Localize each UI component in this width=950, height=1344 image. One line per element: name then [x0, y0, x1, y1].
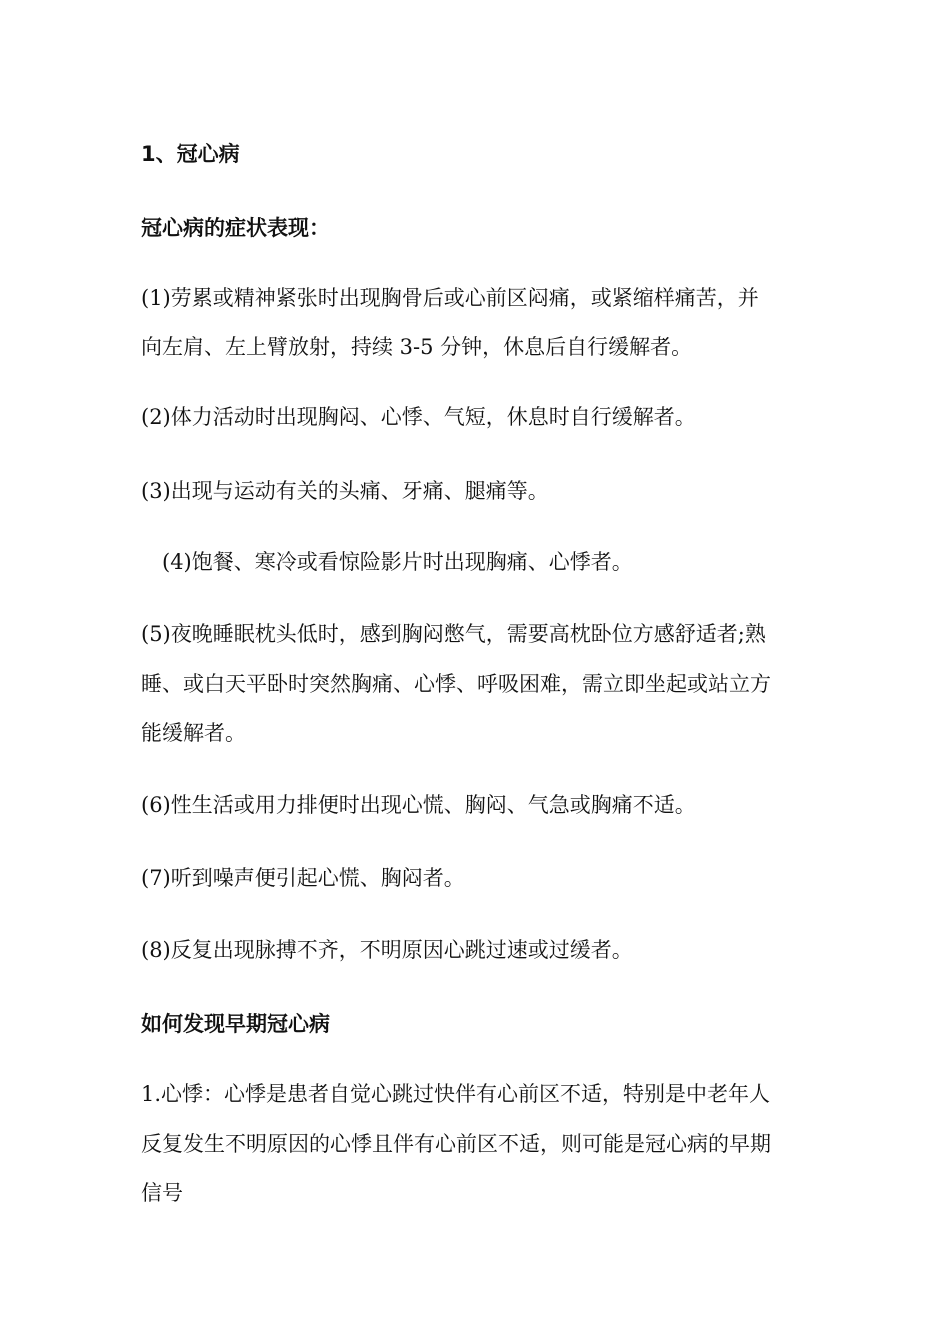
early-1-line-3: 信号 [141, 1181, 183, 1205]
symptom-5-line-1: (5)夜晚睡眠枕头低时，感到胸闷憋气，需要高枕卧位方感舒适者;熟 [141, 622, 766, 646]
symptom-1-line-1: (1)劳累或精神紧张时出现胸骨后或心前区闷痛，或紧缩样痛苦，并 [141, 286, 759, 310]
symptom-4: (4)饱餐、寒冷或看惊险影片时出现胸痛、心悸者。 [162, 550, 633, 574]
early-heading: 如何发现早期冠心病 [141, 1012, 330, 1036]
symptom-7: (7)听到噪声便引起心慌、胸闷者。 [141, 866, 465, 890]
symptom-5-line-2: 睡、或白天平卧时突然胸痛、心悸、呼吸困难，需立即坐起或站立方 [141, 672, 771, 696]
section-title: 1、冠心病 [141, 142, 240, 166]
symptom-6: (6)性生活或用力排便时出现心慌、胸闷、气急或胸痛不适。 [141, 793, 696, 817]
symptom-5-line-3: 能缓解者。 [141, 721, 246, 745]
early-1-line-2: 反复发生不明原因的心悸且伴有心前区不适，则可能是冠心病的早期 [141, 1132, 771, 1156]
early-1-line-1: 1.心悸：心悸是患者自觉心跳过快伴有心前区不适，特别是中老年人 [141, 1082, 771, 1106]
symptom-8: (8)反复出现脉搏不齐，不明原因心跳过速或过缓者。 [141, 938, 633, 962]
symptom-3: (3)出现与运动有关的头痛、牙痛、腿痛等。 [141, 479, 549, 503]
symptom-2: (2)体力活动时出现胸闷、心悸、气短，休息时自行缓解者。 [141, 405, 696, 429]
symptom-1-line-2: 向左肩、左上臂放射，持续 3-5 分钟，休息后自行缓解者。 [141, 335, 693, 359]
symptoms-heading: 冠心病的症状表现： [141, 216, 330, 240]
